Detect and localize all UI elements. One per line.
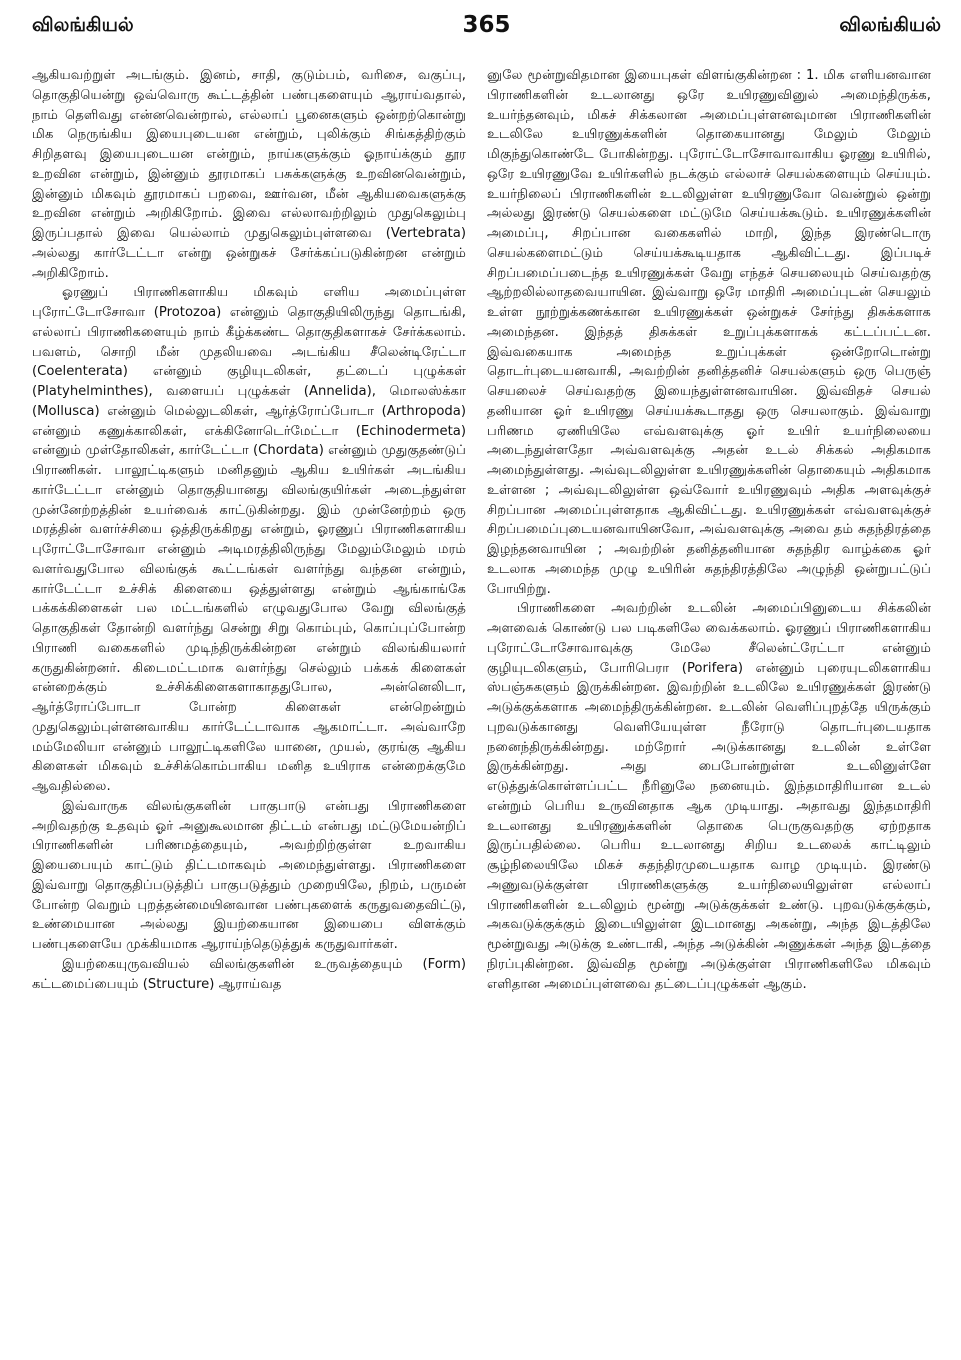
right-paragraph-2: பிராணிகளை அவற்றின் உடலின் அமைப்பினுடைய சிக்கலின் அளவைக் கொண்டு பல படிகளிலே வைக்கலாம். ஓரணுப் பிராணிகளாகிய புரோட்டோசோவாவுக்கு மேலே சீலென்ட்ரேட்டா என்னும் குழியுடலிகளும், போரிபெரா (Porifera) என்னும் புரையுடலிகளாகிய ஸ்பஞ்சுகளும் இருக்கின்றன. இவற்றின் உடலிலே உயிரணுக்கள் இரண்டு அடுக்குக்களாக அமைந்திருக்கின்றன. உடலின் வெளிப்புறத்தே யிருக்கும் புறவடுக்கானது வெளியேயுள்ள நீரோடு தொடர்புடையதாக நனைந்திருக்கின்றது. மற்றோர் அடுக்கானது உடலின் உள்ளே இருக்கின்றது. அது பைபோன்றுள்ள உடலினுள்ளே எடுத்துக்கொள்ளப்பட்ட நீரினுலே நனையும். இந்தமாதிரியான உடல் என்றும் பெரிய உருவினதாக ஆக முடியாது. அதாவது இந்தமாதிரி உடலானது உயிரணுக்களின் தொகை பெருகுவதற்கு ஏற்றதாக இருப்பதில்லை. பெரிய உடலானது சிறிய உடலைக் காட்டிலும் சூழ்நிலையிலே மிகச் சுதந்திரமுடையதாக வாழ முடியும். இரண்டு அணுவடுக்குள்ள பிராணிகளுக்கு உயர்நிலையிலுள்ள எல்லாப் பிராணிகளின் உடலிலும் மூன்று அடுக்குக்கள் உண்டு. புறவடுக்குக்கும், அகவடுக்குக்கும் இடையிலுள்ள இடமானது அகன்று, அந்த இடத்திலே மூன்றுவது அடுக்கு உண்டாகி, அந்த அடுக்கின் அணுக்கள் அந்த இடத்தை நிரப்புகின்றன. இவ்வித மூன்று அடுக்குள்ள பிராணிகளிலே மிகவும் எளிதான அமைப்புள்ளவை தட்டைப்புழுக்கள் ஆகும். bbox=[487, 601, 931, 992]
left-paragraph-3: இவ்வாருக விலங்குகளின் பாகுபாடு என்பது பிராணிகளை அறிவதற்கு உதவும் ஓர் அனுகூலமான திட்டம் என்பது மட்டுமேயன்றிப் பிராணிகளின் பரிணமத்தையும், அவற்றிற்குள்ள உறவாகிய இயைபையும் காட்டும் திட்டமாகவும் அமைந்துள்ளது. பிராணிகளை இவ்வாறு தொகுதிப்படுத்திப் பாகுபடுத்தும் முறையிலே, நிறம், பருமன் போன்ற வெறும் புறத்தன்மையினவான பண்புகளைக் கருதுவதைவிட்டு, உண்மையான அல்லது இயற்கையான இயைபை விளக்கும் பண்புகளையே முக்கியமாக ஆராய்ந்தெடுத்துக் கருதுவார்கள். bbox=[32, 798, 466, 952]
left-paragraph-4: இயற்கையுருவவியல் விலங்குகளின் உருவத்தையும் (Form) கட்டமைப்பையும் (Structure) ஆராய்வத bbox=[32, 956, 466, 992]
left-text-column bbox=[32, 66, 466, 1351]
left-paragraph-1: ஆகியவற்றுள் அடங்கும். இனம், சாதி, குடும்பம், வரிசை, வகுப்பு, தொகுதியென்று ஒவ்வொரு கூட்டத்தின் பண்புகளையும் ஆராய்வதால், நாம் தெளிவது என்னவென்றால், எல்லாப் பூனைகளும் ஒன்றற்கொன்று மிக நெருங்கிய இயைபுடையன என்றும், புலிக்கும் சிங்கத்திற்கும் சிறிதளவு இயைபுடையன என்றும், நாய்களுக்கும் ஓநாய்க்கும் தூர உறவின என்றும், இன்னும் தூரமாகப் பசுக்களுக்கு உறவினவென்றும், இன்னும் மிகவும் தூரமாகப் பறவை, ஊர்வன, மீன் ஆகியவைகளுக்கு உறவின என்றும் அறிகிறோம். இவை எல்லாவற்றிலும் முதுகெலும்பு இருப்பதால் இவை யெல்லாம் முதுகெலும்புள்ளவை (Vertebrata) அல்லது கார்டேட்டா என்று ஒன்றுகச் சேர்க்கப்படுகின்றன என்றும் அறிகிறோம். bbox=[32, 68, 466, 281]
running-title-left: விலங்கியல் bbox=[32, 14, 134, 36]
right-text-column bbox=[487, 66, 931, 1351]
left-paragraph-2: ஓரணுப் பிராணிகளாகிய மிகவும் எளிய அமைப்புள்ள புரோட்டோசோவா (Protozoa) என்னும் தொகுதியிலிருந்து தொடங்கி, எல்லாப் பிராணிகளையும் நாம் கீழ்க்கண்ட தொகுதிகளாகச் சேர்க்கலாம். பவளம், சொறி மீன் முதலியவை அடங்கிய சீலென்டிரேட்டா (Coelenterata) என்னும் குழியுடலிகள், தட்டைப் புழுக்கள் (Platyhelminthes), வளையப் புழுக்கள் (Annelida), மொலஸ்க்கா (Mollusca) என்னும் மெல்லுடலிகள், ஆர்த்ரோப்போடா (Arthropoda) என்னும் கணுக்காலிகள், எக்கினோடெர்மேட்டா (Echinodermeta) என்னும் முள்தோலிகள், கார்டேட்டா (Chordata) என்னும் முதுகுதண்டுப் பிராணிகள். பாலூட்டிகளும் மனிதனும் ஆகிய உயிர்கள் அடங்கிய கார்டேட்டா என்னும் தொகுதியானது விலங்குயிர்கள் அடைந்துள்ள முன்னேற்றத்தின் உயர்வைக் காட்டுகின்றது. இம் முன்னேற்றம் ஒரு மரத்தின் வளர்ச்சியை ஒத்திருக்கிறது என்றும், ஓரணுப் பிராணிகளாகிய புரோட்டோசோவா என்னும் அடிமரத்திலிருந்து மேலும்மேலும் மரம் வளர்வதுபோல விலங்குக் கூட்டங்கள் வளர்ந்து வந்தன என்றும், கார்டேட்டா உச்சிக் கிளையை ஒத்துள்ளது என்றும் ஆங்காங்கே பக்கக்கிளைகள் பல மட்டங்களில் எழுவதுபோல வேறு விலங்குத் தொகுதிகள் தோன்றி வளர்ந்து சென்று சிறு கொம்பும், கொப்புப்போன்ற பிராணி வகைகளில் முடிந்திருக்கின்றன என்றும் விலங்கியலார் கருதுகின்றனர். கிடைமட்டமாக வளர்ந்து செல்லும் பக்கக் கிளைகள் என்றைக்கும் உச்சிக்கிளைகளாகாததுபோல, அன்னெலிடா, ஆர்த்ரோப்போடா போன்ற கிளைகள் என்றென்றும் முதுகெலும்புள்ளனவாகிய கார்டேட்டாவாக ஆகமாட்டா. அவ்வாறே மம்மேலியா என்னும் பாலூட்டிகளிலே யானை, முயல், குரங்கு ஆகிய கிளைகள் மிகவும் உச்சிக்கொம்பாகிய மனித உயிராக என்றைக்குமே ஆவதில்லை. bbox=[32, 285, 466, 794]
right-paragraph-1: னுலே மூன்றுவிதமான இயைபுகள் விளங்குகின்றன : 1. மிக எளியனவான பிராணிகளின் உடலானது ஒரே உயிரணுவினுல் அமைந்திருக்க, உயர்ந்தனவும், மிகச் சிக்கலான அமைப்புள்ளனவுமான பிராணிகளின் உடலிலே உயிரணுக்களின் தொகையானது மேலும் மேலும் மிகுந்துகொண்டே போகின்றது. புரோட்டோசோவாவாகிய ஓரணு உயிரில், ஒரே உயிரணுவே உயிர்களில் நடக்கும் எல்லாச் செயல்களையும் செய்யும். உயர்நிலைப் பிராணிகளின் உடலிலுள்ள உயிரணுவோ வென்றுல் ஒன்று அல்லது இரண்டு செயல்களை மட்டுமே செய்யக்கூடும். உயிரணுக்களின் அமைப்பு, சிறப்பான வகைகளில் மாறி, இந்த இரண்டொரு செயல்களைமட்டும் செய்யக்கூடியதாக ஆகிவிட்டது. இப்படிச் சிறப்பமைப்படைந்த உயிரணுக்கள் வேறு எந்தச் செயலையும் செய்வதற்கு ஆற்றலில்லாதவையாயின. இவ்வாறு ஒரே மாதிரி அமைப்புடன் செயலும் உள்ள நூற்றுக்கணக்கான உயிரணுக்கள் ஒன்றுகச் சேர்ந்து திசுக்களாக அமைந்தன. இந்தத் திசுக்கள் உறுப்புக்களாகக் கட்டப்பட்டன. இவ்வகையாக அமைந்த உறுப்புக்கள் ஒன்றோடொன்று தொடர்புடையனவாகி, அவற்றின் தனித்தனிச் செயல்களும் ஒரு பெருஞ் செயலைச் செய்வதற்கு இயைந்துள்ளனவாயின. இவ்விதச் செயல் தனியான ஓர் உயிரணு செய்யக்கூடாதது ஒரு செயலாகும். இவ்வாறு பரிணம ஏணியிலே எவ்வளவுக்கு ஓர் உயிர் உயர்நிலையை அடைந்துள்ளதோ அவ்வளவுக்கு அதன் உடல் சிக்கல் அதிகமாக அமைந்துள்ளது. அவ்வுடலிலுள்ள உயிரணுக்களின் தொகையும் அதிகமாக உள்ளன ; அவ்வுடலிலுள்ள ஒவ்வோர் உயிரணுவும் அதிக அளவுக்குச் சிறப்பான அமைப்புள்ளதாக ஆகிவிட்டது. உயிரணுக்கள் எவ்வளவுக்குச் சிறப்பமைப்புடையனவாயினவோ, அவ்வளவுக்கு அவை தம் சுதந்திரத்தை இழந்தனவாயின ; அவற்றின் தனித்தனியான சுதந்திர வாழ்க்கை ஓர் உடலாக அமைந்த முழு உயிரின் சுதந்திரத்திலே அழுந்தி ஒன்றுபட்டுப் போயிற்று. bbox=[487, 68, 931, 597]
page-number: 365 bbox=[462, 12, 511, 38]
page-header bbox=[32, 14, 941, 48]
running-title-right: விலங்கியல் bbox=[839, 14, 941, 36]
